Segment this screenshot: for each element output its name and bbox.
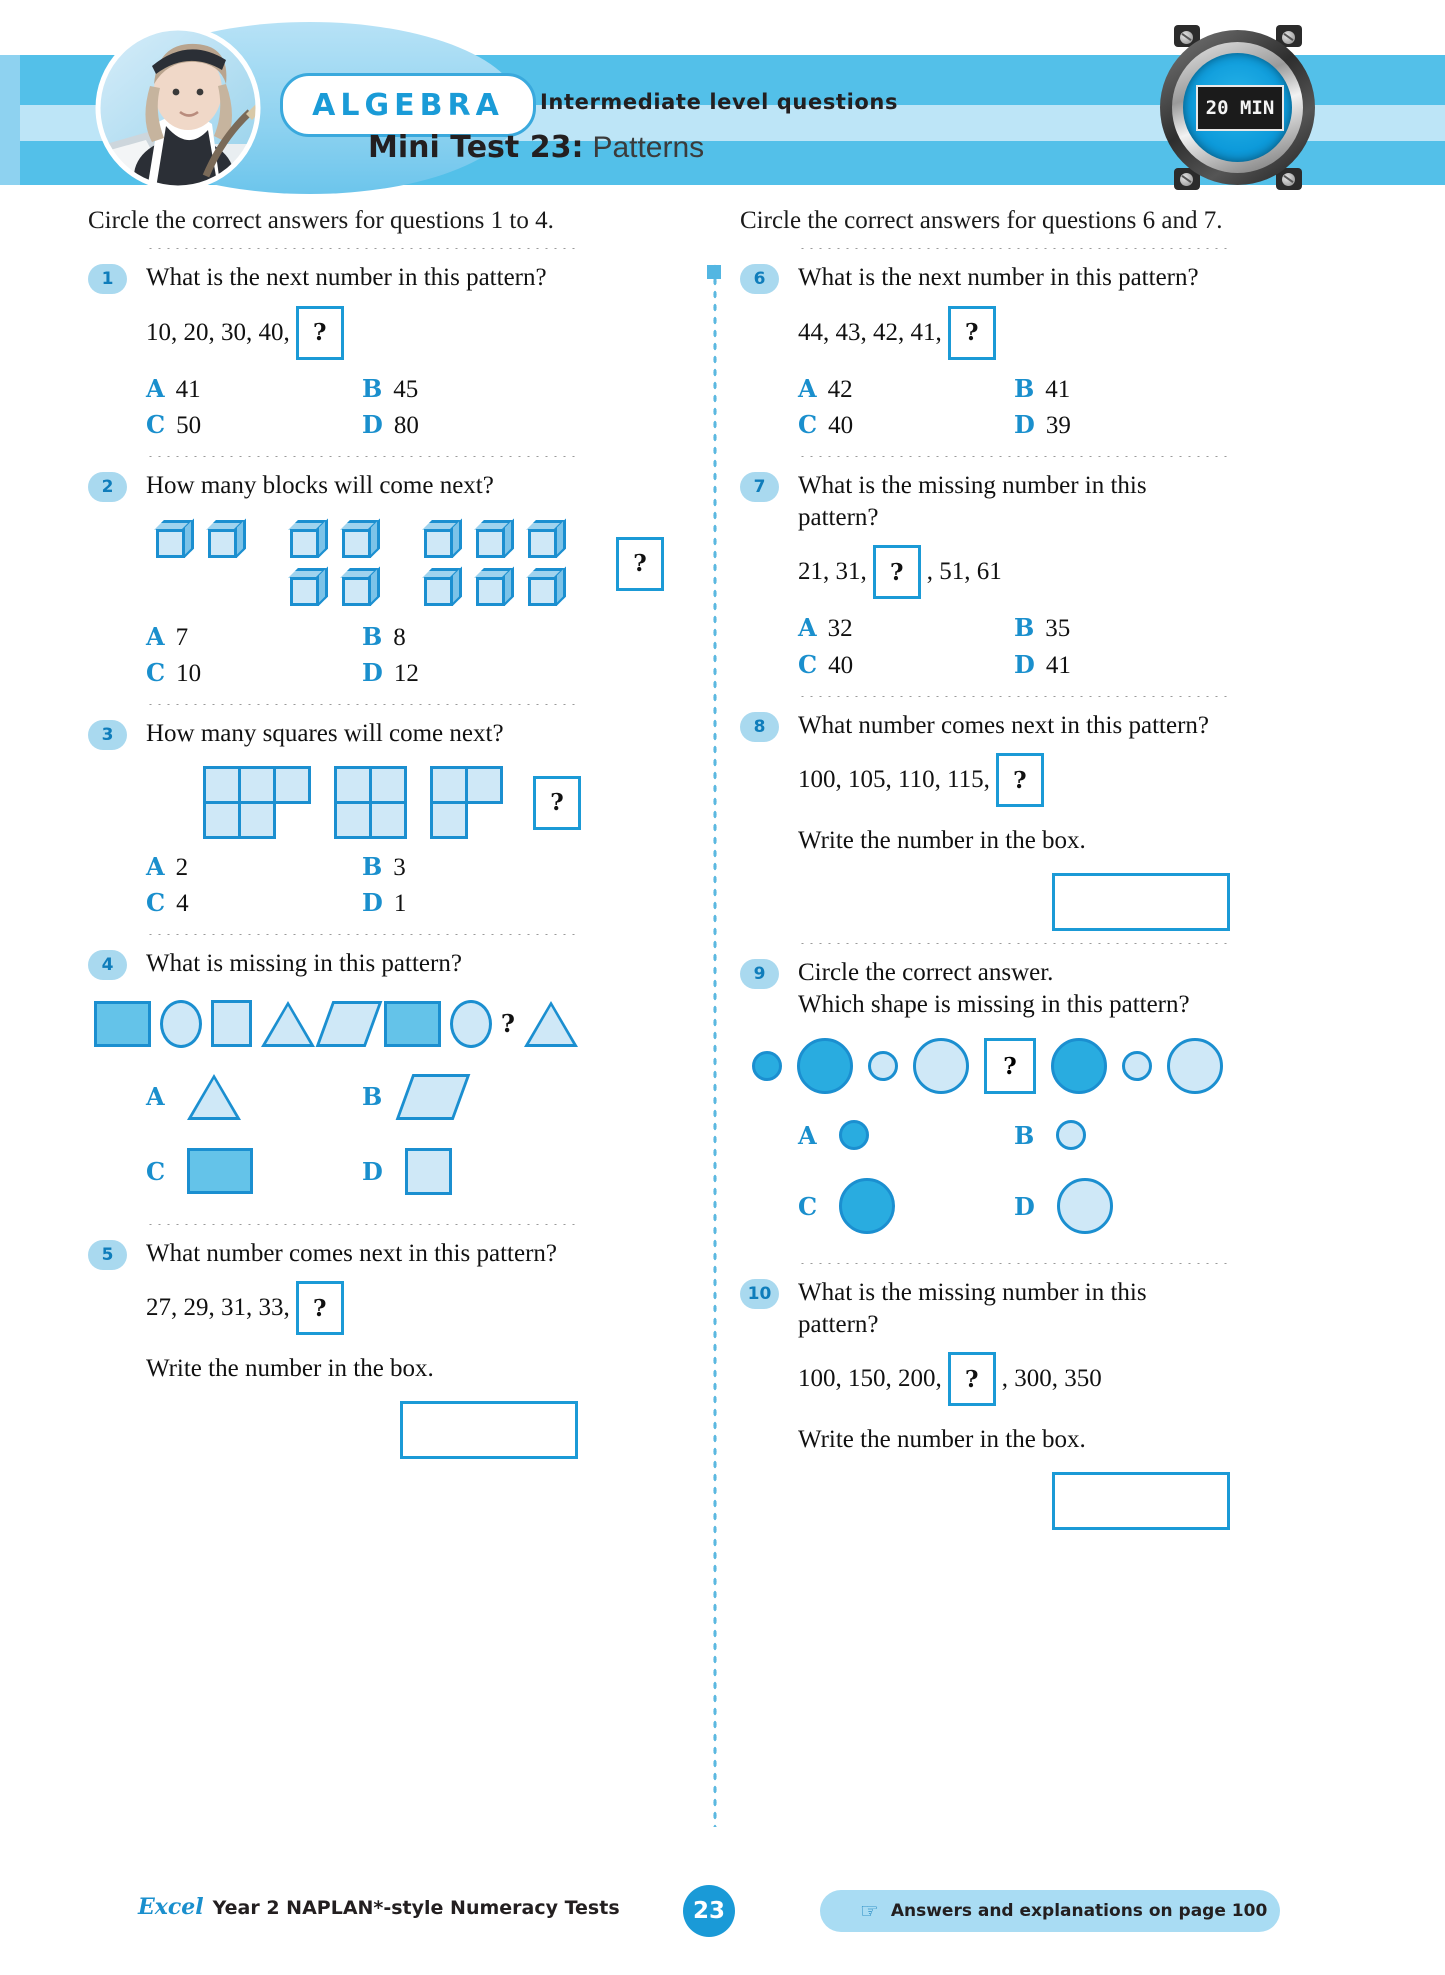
write-instruction: Write the number in the box.: [798, 1426, 1086, 1454]
option-value: 42: [827, 375, 853, 403]
question-2: [88, 470, 647, 692]
option-d[interactable]: [1014, 1178, 1230, 1234]
parallelogram-icon: [316, 1001, 383, 1047]
option-value: 41: [1045, 375, 1071, 403]
question-number: 3: [88, 720, 127, 750]
option-letter: D: [1014, 1191, 1035, 1221]
divider: [798, 942, 1230, 945]
cube-pattern: [146, 520, 647, 608]
divider: [146, 703, 578, 706]
cube-icon: [342, 568, 380, 608]
option-letter: D: [362, 658, 383, 687]
option-value: 39: [1045, 412, 1071, 439]
option-letter: B: [1014, 373, 1035, 403]
small-light-circle-icon: [1056, 1120, 1086, 1150]
student-photo: [88, 26, 288, 190]
missing-shape-marker: ?: [500, 1009, 515, 1039]
page-header: [0, 0, 1445, 200]
question-5: [88, 1238, 578, 1460]
option-letter: B: [362, 851, 383, 881]
timer-lcd-display: [1196, 85, 1284, 131]
option-d[interactable]: [362, 886, 578, 922]
square-figure-2: [335, 768, 405, 838]
square-icon: [211, 1000, 252, 1047]
shape-pattern: [94, 1000, 578, 1048]
option-letter: C: [146, 410, 166, 439]
option-d[interactable]: [362, 1148, 578, 1195]
option-letter: A: [146, 373, 165, 403]
answer-box[interactable]: ?: [873, 545, 921, 599]
cube-icon: [342, 520, 380, 560]
header-left-bar: [0, 55, 20, 185]
option-value: 40: [828, 412, 854, 439]
screw-icon: [1180, 173, 1193, 186]
option-value: 35: [1045, 615, 1071, 643]
sequence-prefix: 21, 31,: [798, 558, 867, 586]
question-text-line2: Which shape is missing in this pattern?: [798, 990, 1190, 1018]
question-number: 10: [740, 1279, 779, 1309]
option-letter: B: [362, 373, 383, 403]
divider: [146, 1223, 578, 1226]
answer-box[interactable]: ?: [948, 1352, 996, 1406]
large-dark-circle-icon: [1051, 1038, 1107, 1094]
cube-group-3: [424, 520, 566, 608]
circle-options: [798, 1120, 1230, 1234]
cube-icon: [290, 568, 328, 608]
option-letter: D: [1014, 649, 1035, 679]
option-c[interactable]: [146, 408, 362, 444]
write-answer-box[interactable]: [1052, 873, 1230, 931]
series-name: Year 2 NAPLAN*-style Numeracy Tests: [212, 1897, 620, 1919]
options: [798, 372, 1230, 445]
option-b[interactable]: [362, 372, 578, 408]
write-answer-box[interactable]: [400, 1401, 578, 1459]
number-sequence: [798, 753, 1230, 807]
square-figure-3: [431, 768, 501, 838]
large-light-circle-icon: [913, 1038, 969, 1094]
question-number: 4: [88, 950, 127, 980]
number-sequence: [146, 306, 578, 360]
option-b[interactable]: [362, 850, 578, 886]
question-7: [740, 470, 1230, 684]
option-letter: C: [146, 888, 166, 917]
question-text: What is the missing number in this pattern?: [798, 472, 1147, 531]
option-a[interactable]: [798, 372, 1014, 408]
cube-icon: [290, 520, 328, 560]
answer-box[interactable]: ?: [296, 306, 344, 360]
divider: [798, 695, 1230, 698]
circle-pattern: [746, 1038, 1230, 1094]
option-letter: A: [146, 621, 165, 651]
cube-group-2: [290, 520, 380, 608]
column-divider-marker: [707, 265, 721, 279]
question-text: What is the missing number in this pattern?: [798, 1279, 1147, 1338]
topic-label: Patterns: [592, 131, 705, 164]
large-light-circle-icon: [1057, 1178, 1113, 1234]
option-c[interactable]: [798, 648, 1014, 684]
options: [146, 372, 578, 445]
option-letter: C: [798, 410, 818, 439]
options: [146, 850, 578, 923]
divider: [146, 455, 578, 458]
option-b[interactable]: [1014, 611, 1230, 647]
question-number: 1: [88, 264, 127, 294]
sequence-prefix: 27, 29, 31, 33,: [146, 1294, 290, 1322]
option-letter: B: [362, 1082, 383, 1112]
write-instruction: Write the number in the box.: [798, 827, 1086, 855]
timer-badge: [1150, 25, 1325, 190]
question-8: [740, 710, 1230, 932]
option-letter: B: [362, 621, 383, 651]
sequence-prefix: 44, 43, 42, 41,: [798, 318, 942, 346]
option-d[interactable]: [362, 656, 578, 692]
question-number: 6: [740, 264, 779, 294]
divider: [146, 247, 578, 250]
divider: [798, 455, 1230, 458]
divider: [798, 1262, 1230, 1265]
small-dark-circle-icon: [752, 1051, 782, 1081]
options: [146, 620, 578, 693]
question-number: 2: [88, 472, 127, 502]
option-b[interactable]: [1014, 1120, 1230, 1150]
option-letter: B: [1014, 613, 1035, 643]
left-column: [88, 205, 647, 1463]
option-value: 3: [393, 853, 406, 881]
large-dark-circle-icon: [797, 1038, 853, 1094]
sequence-prefix: 100, 105, 110, 115,: [798, 766, 990, 794]
option-c[interactable]: [798, 1178, 1014, 1234]
right-instruction: Circle the correct answers for questions 6 and 7.: [740, 207, 1223, 234]
cube-icon: [424, 520, 462, 560]
circle-icon: [450, 1000, 492, 1048]
answer-box[interactable]: ?: [984, 1038, 1036, 1094]
answers-note: Answers and explanations on page 100: [890, 1901, 1268, 1921]
question-text: How many squares will come next?: [146, 720, 504, 748]
question-text-line1: Circle the correct answer.: [798, 959, 1054, 987]
question-1: [88, 262, 578, 444]
cube-icon: [156, 520, 194, 560]
option-d[interactable]: [1014, 408, 1230, 444]
option-value: 45: [393, 375, 419, 403]
option-c[interactable]: [146, 1148, 362, 1194]
divider: [146, 933, 578, 936]
option-b[interactable]: [1014, 372, 1230, 408]
question-text: How many blocks will come next?: [146, 472, 494, 500]
option-letter: A: [798, 373, 817, 403]
option-value: 50: [176, 412, 202, 439]
option-value: 7: [175, 623, 189, 651]
parallelogram-icon: [396, 1074, 471, 1120]
options: [798, 611, 1230, 684]
option-value: 2: [175, 853, 189, 881]
number-sequence: [798, 545, 1230, 599]
number-sequence: [146, 1281, 578, 1335]
rectangle-icon: [94, 1001, 151, 1047]
option-letter: C: [146, 1156, 166, 1186]
option-d[interactable]: [1014, 648, 1230, 684]
large-dark-circle-icon: [839, 1178, 895, 1234]
option-value: 4: [176, 890, 189, 917]
option-d[interactable]: [362, 408, 578, 444]
option-value: 40: [828, 651, 854, 679]
option-letter: A: [798, 1120, 817, 1150]
sequence-suffix: , 51, 61: [926, 558, 1002, 586]
cube-icon: [476, 568, 514, 608]
question-text: What number comes next in this pattern?: [146, 1239, 557, 1267]
question-number: 9: [740, 959, 779, 989]
screw-icon: [1282, 31, 1295, 44]
rectangle-icon: [187, 1148, 253, 1194]
level-label: Intermediate level questions: [540, 90, 899, 114]
option-letter: B: [1014, 1120, 1035, 1150]
option-a[interactable]: [146, 850, 362, 886]
write-answer-box[interactable]: [1052, 1472, 1230, 1530]
cube-icon: [208, 520, 246, 560]
answer-box[interactable]: ?: [996, 753, 1044, 807]
square-pattern: [146, 768, 578, 838]
sequence-suffix: , 300, 350: [1001, 1365, 1102, 1393]
option-letter: C: [146, 658, 166, 687]
question-text: What number comes next in this pattern?: [798, 711, 1209, 739]
option-a[interactable]: [146, 1074, 362, 1120]
small-light-circle-icon: [1122, 1051, 1152, 1081]
option-letter: C: [798, 649, 818, 679]
option-letter: D: [362, 1156, 383, 1186]
option-c[interactable]: [798, 408, 1014, 444]
triangle-icon: [187, 1074, 241, 1120]
cube-group-1: [156, 520, 246, 560]
category-label: ALGEBRA: [312, 87, 504, 123]
right-column: [740, 205, 1230, 1534]
triangle-icon: [261, 1001, 315, 1047]
option-letter: A: [146, 1082, 165, 1112]
number-sequence: [798, 1352, 1230, 1406]
brand-name: Excel: [138, 1894, 204, 1920]
option-value: 10: [176, 660, 202, 687]
question-text: What is missing in this pattern?: [146, 950, 462, 978]
circle-icon: [160, 1000, 202, 1048]
option-letter: A: [146, 851, 165, 881]
test-number-label: Mini Test 23:: [368, 130, 584, 165]
option-a[interactable]: [146, 372, 362, 408]
option-c[interactable]: [146, 886, 362, 922]
option-value: 32: [827, 615, 853, 643]
sequence-prefix: 10, 20, 30, 40,: [146, 318, 290, 346]
small-light-circle-icon: [868, 1051, 898, 1081]
number-sequence: [798, 306, 1230, 360]
option-letter: D: [362, 410, 383, 439]
screw-icon: [1282, 173, 1295, 186]
question-4: [88, 948, 578, 1195]
answer-box[interactable]: ?: [296, 1281, 344, 1335]
option-b[interactable]: [362, 620, 578, 656]
option-letter: D: [1014, 410, 1035, 439]
option-b[interactable]: [362, 1074, 578, 1120]
option-value: 41: [1045, 651, 1071, 679]
question-number: 7: [740, 472, 779, 502]
square-figure-1: [204, 768, 309, 838]
option-letter: A: [798, 613, 817, 643]
option-value: 1: [393, 890, 407, 917]
answers-reference: [820, 1890, 1280, 1932]
question-number: 8: [740, 712, 779, 742]
option-letter: C: [798, 1191, 818, 1221]
option-a[interactable]: [798, 1120, 1014, 1150]
page-number: 23: [683, 1885, 735, 1937]
column-divider: [712, 262, 718, 1827]
page-footer: [0, 1880, 1445, 1940]
rectangle-icon: [384, 1001, 441, 1047]
category-pill: [280, 73, 536, 137]
page-title: [368, 130, 704, 165]
left-instruction: Circle the correct answers for questions 1 to 4.: [88, 207, 554, 234]
timer-value: 20 MIN: [1205, 97, 1275, 119]
question-text: What is the next number in this pattern?: [146, 264, 547, 292]
screw-icon: [1180, 31, 1193, 44]
option-a[interactable]: [798, 611, 1014, 647]
answer-box[interactable]: ?: [616, 537, 664, 591]
question-text: What is the next number in this pattern?: [798, 264, 1199, 292]
option-letter: D: [362, 888, 383, 917]
option-value: 80: [393, 412, 419, 439]
divider: [798, 247, 1230, 250]
answer-box[interactable]: ?: [533, 776, 581, 830]
footer-brand: [138, 1894, 620, 1920]
triangle-icon: [524, 1001, 578, 1047]
question-6: [740, 262, 1230, 444]
question-10: [740, 1277, 1230, 1530]
option-value: 8: [393, 623, 406, 651]
sequence-prefix: 100, 150, 200,: [798, 1365, 942, 1393]
square-icon: [405, 1148, 452, 1195]
question-9: [740, 957, 1230, 1234]
cube-icon: [528, 520, 566, 560]
option-value: 12: [393, 660, 419, 687]
option-value: 41: [175, 375, 201, 403]
cube-icon: [528, 568, 566, 608]
write-instruction: Write the number in the box.: [146, 1355, 434, 1383]
answer-box[interactable]: ?: [948, 306, 996, 360]
cube-icon: [476, 520, 514, 560]
pointing-hand-icon: ☞: [860, 1899, 879, 1923]
large-light-circle-icon: [1167, 1038, 1223, 1094]
cube-icon: [424, 568, 462, 608]
option-a[interactable]: [146, 620, 362, 656]
small-dark-circle-icon: [839, 1120, 869, 1150]
option-c[interactable]: [146, 656, 362, 692]
question-number: 5: [88, 1240, 127, 1270]
shape-options: [146, 1074, 578, 1195]
question-3: [88, 718, 578, 922]
